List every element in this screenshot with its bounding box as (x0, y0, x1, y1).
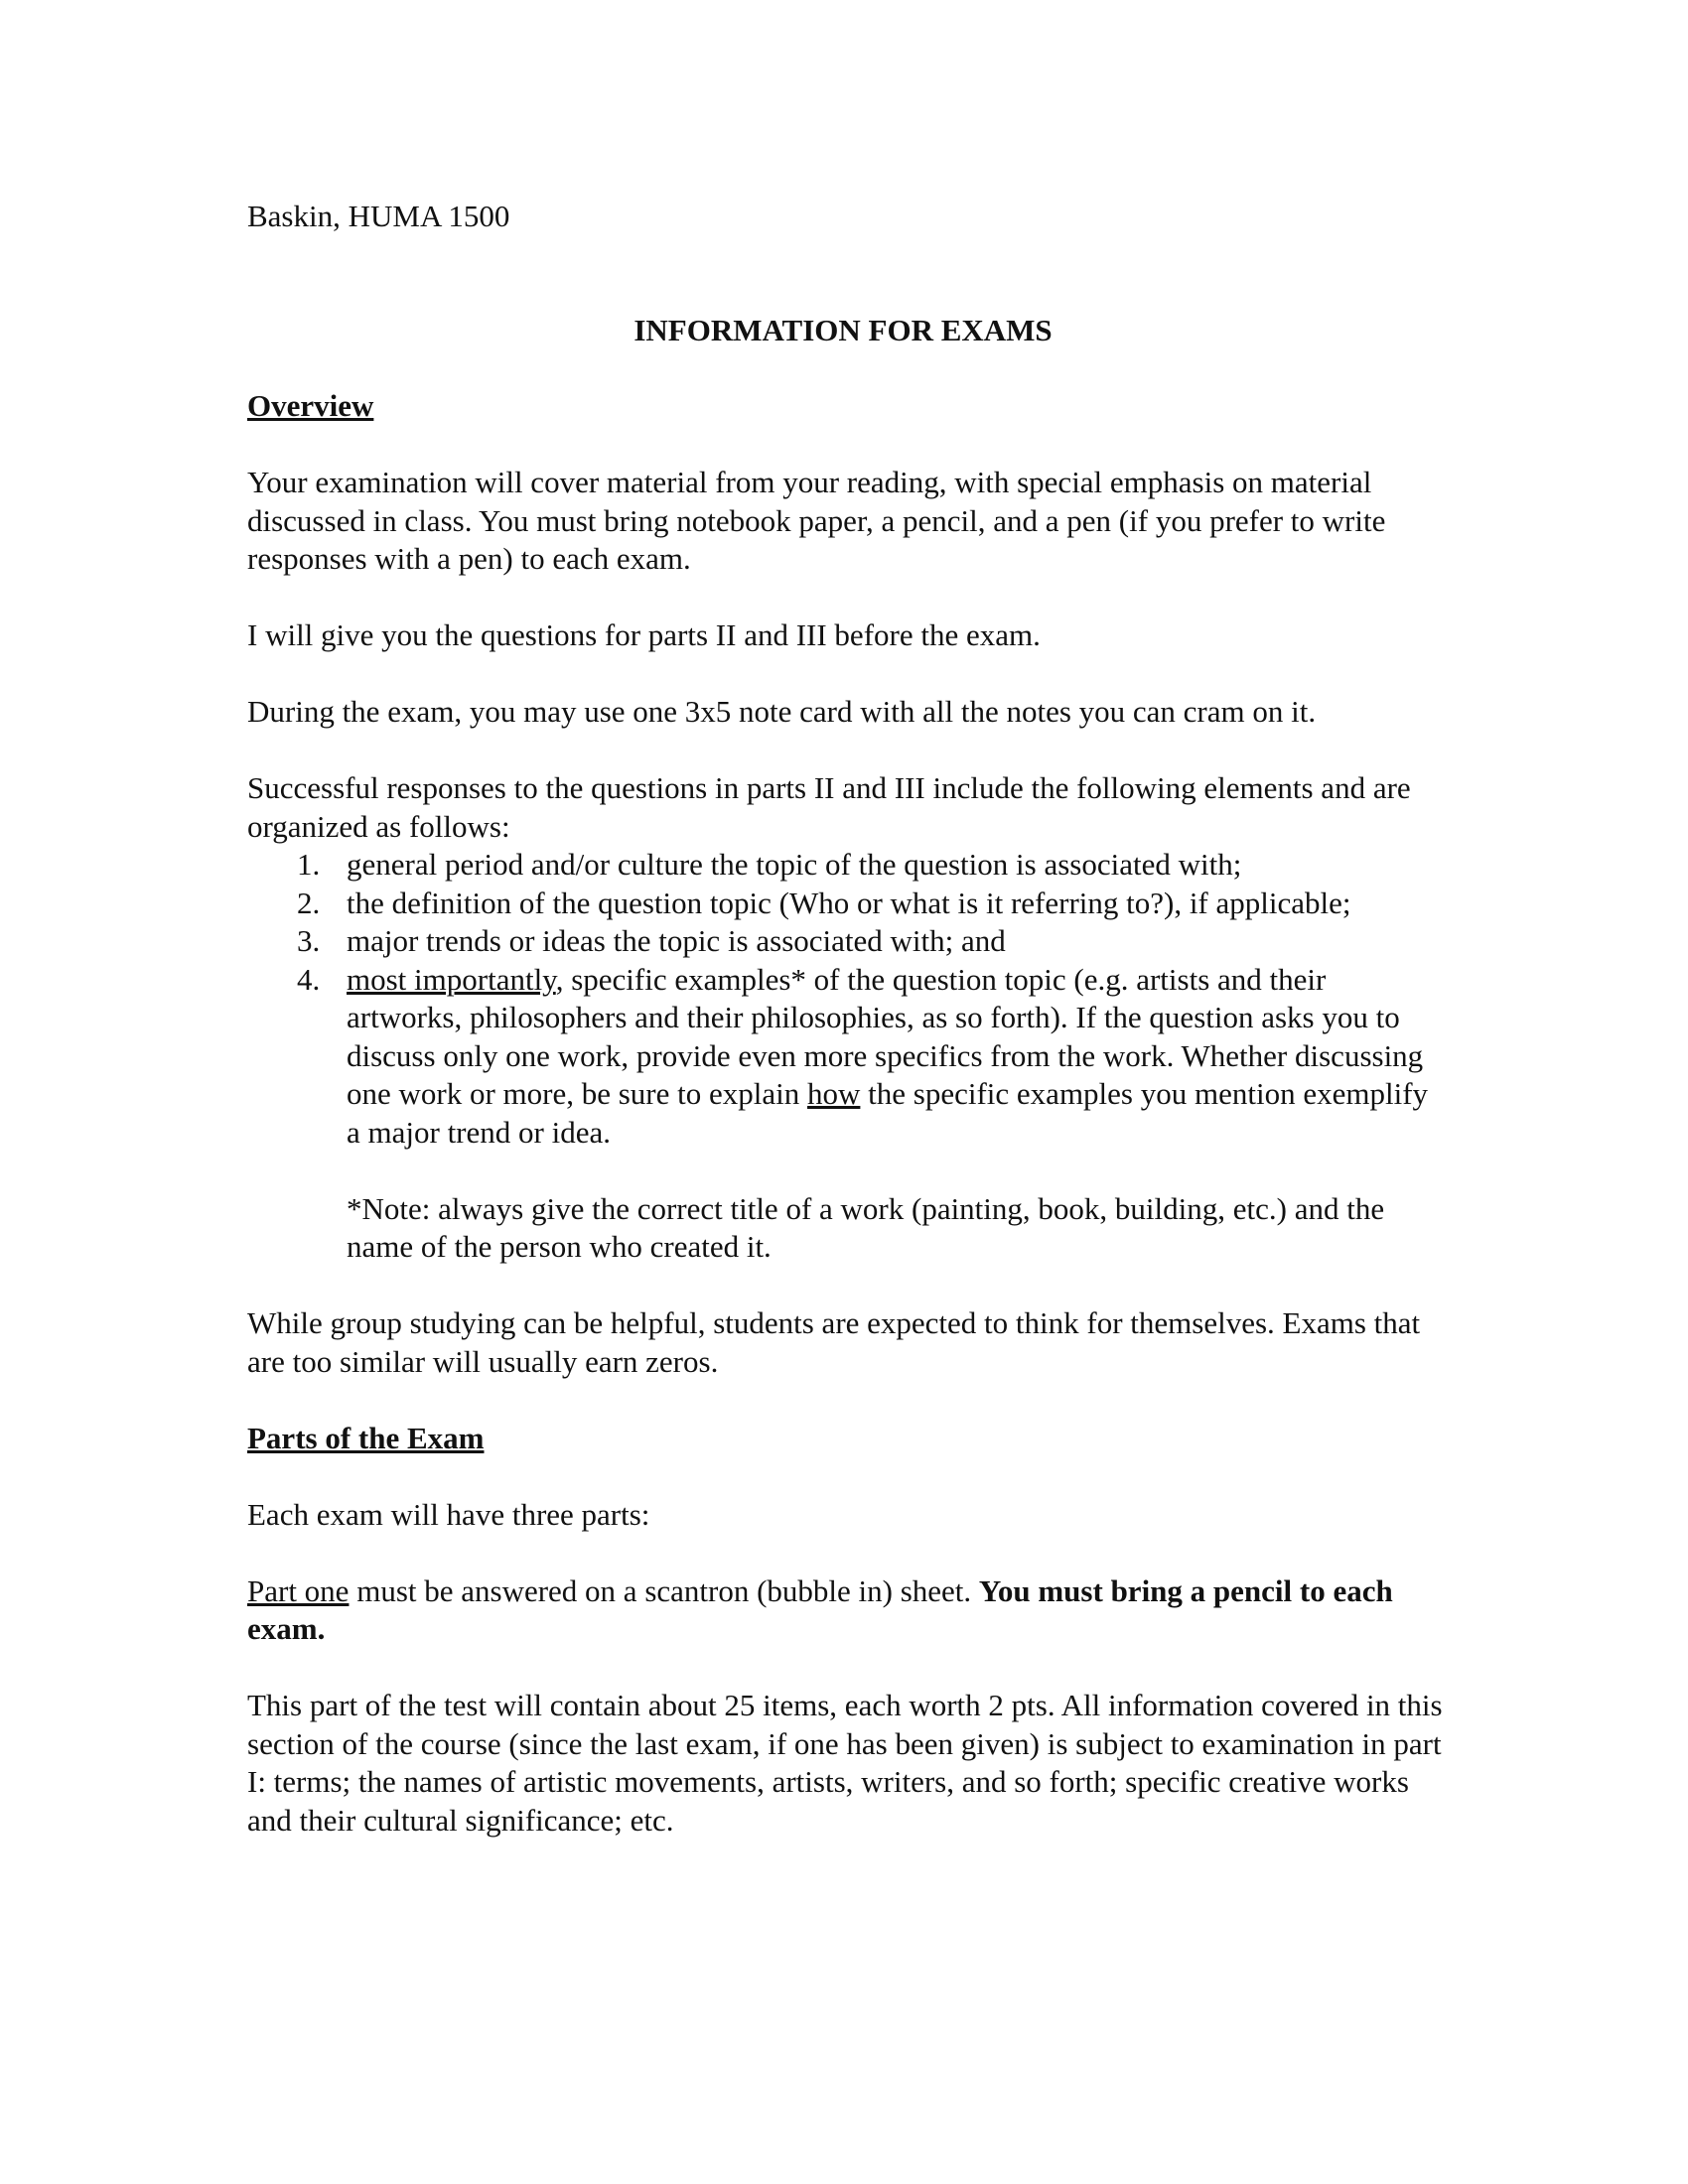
overview-paragraph-3: During the exam, you may use one 3x5 note card with all the notes you can cram on it. (247, 694, 1317, 729)
parts-paragraph-1: Each exam will have three parts: (247, 1496, 650, 1532)
emphasis-how: how (807, 1076, 861, 1111)
list-item-text: the definition of the question topic (Who or what is it referring to?), if applicable; (347, 885, 1351, 920)
parts-paragraph-3: This part of the test will contain about 25 items, each worth 2 pts. All information covered in this section of the course (since the last exam, if one has been given) is subject to examination in part I: terms; the names of artistic movements, artists, writers, and so forth; specific creative works and their cultural significance; etc. (247, 1688, 1443, 1838)
overview-heading: Overview (247, 388, 374, 423)
title-note: *Note: always give the correct title of a work (painting, book, building, etc.) and the name of the person who created it. (347, 1190, 1385, 1264)
overview-paragraph-5: While group studying can be helpful, students are expected to think for themselves. Exams that are too similar will usually earn zeros. (247, 1305, 1421, 1379)
list-item-number: 1. (297, 847, 321, 882)
list-item-text: major trends or ideas the topic is associated with; and (347, 923, 1006, 958)
part-one-bold: You must bring a pencil to each exam. (247, 1572, 1393, 1646)
emphasis-most-importantly: most importantly (347, 961, 556, 997)
course-line: Baskin, HUMA 1500 (247, 199, 510, 233)
list-item (247, 885, 1449, 923)
list-item-text: the specific examples you mention exemplify a major trend or idea. (347, 1076, 1429, 1150)
list-item-text: , specific examples* of the question topic (e.g. artists and their artworks, philosophers and their philosophies, as so forth). If the question asks you to discuss only one work, provide even more specifics from the work. Whether discussing one work or more, be sure to explain (347, 961, 1424, 1111)
list-item-number: 3. (297, 923, 321, 958)
overview-paragraph-1: Your examination will cover material from your reading, with special emphasis on material discussed in class. You must bring notebook paper, a pencil, and a pen (if you prefer to write responses with a pen) to each exam. (247, 465, 1386, 576)
part-one-paragraph (247, 1572, 1449, 1649)
list-item-number: 4. (297, 961, 321, 997)
overview-paragraph-4: Successful responses to the questions in parts II and III include the following elements and are organized as follows: (247, 770, 1411, 844)
overview-paragraph-2: I will give you the questions for parts II and III before the exam. (247, 617, 1041, 652)
part-one-label: Part one (247, 1572, 350, 1608)
list-item (247, 922, 1449, 961)
part-one-text: must be answered on a scantron (bubble in) sheet. (349, 1572, 979, 1608)
document-title: INFORMATION FOR EXAMS (633, 312, 1053, 347)
parts-heading: Parts of the Exam (247, 1420, 485, 1455)
page-content (247, 198, 1449, 1878)
response-elements-list (247, 846, 1449, 1267)
list-item (247, 846, 1449, 885)
list-item-number: 2. (297, 885, 321, 920)
list-item-text: general period and/or culture the topic of the question is associated with; (347, 847, 1242, 882)
list-item (247, 961, 1449, 1267)
